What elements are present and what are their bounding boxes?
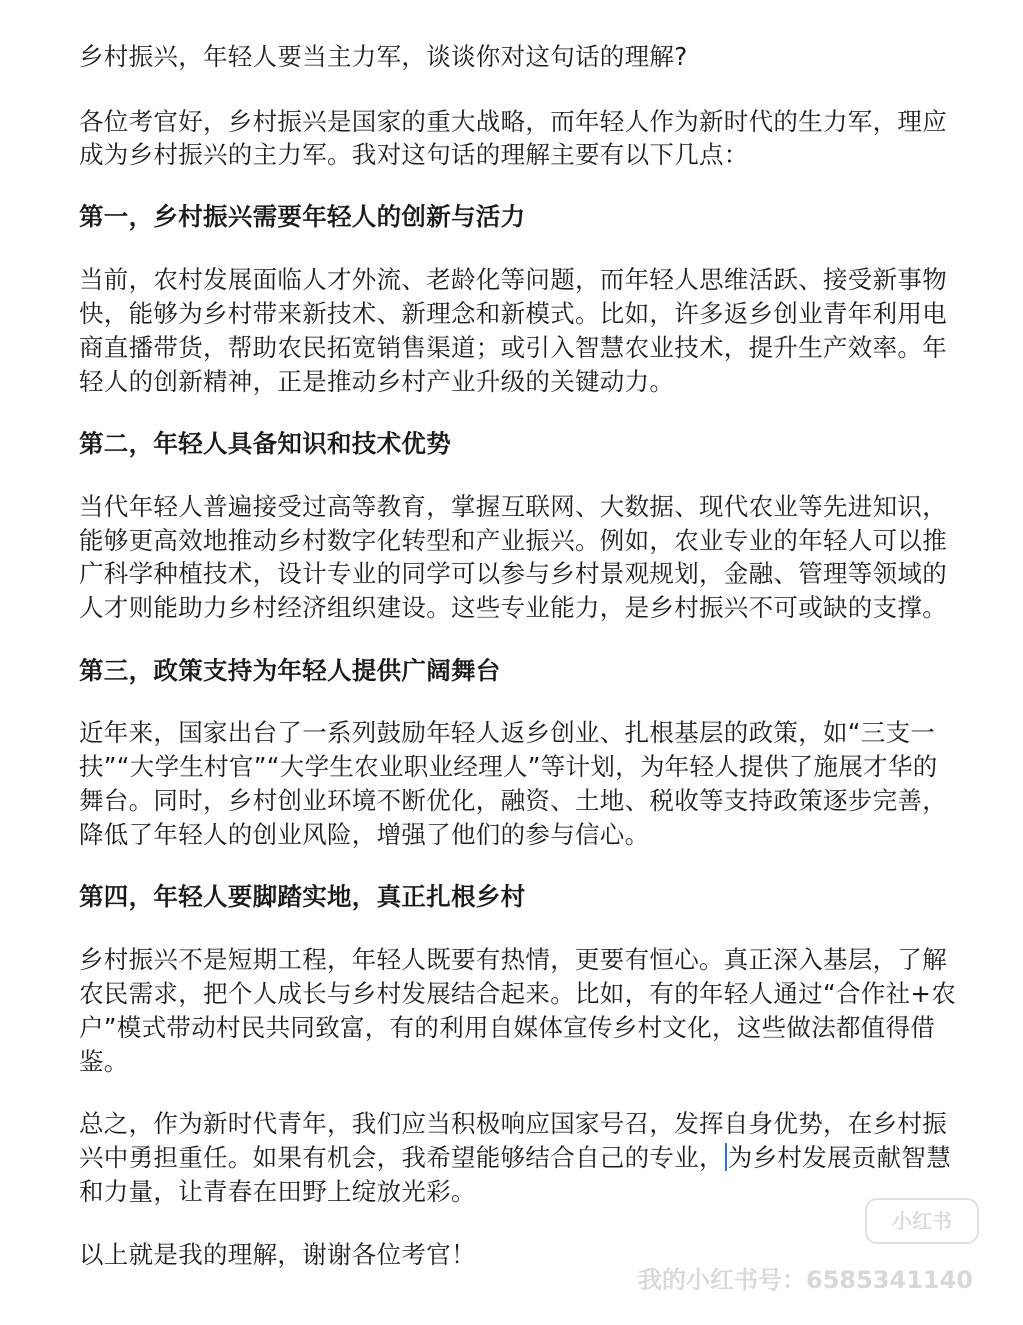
section-1-line: 快，能够为乡村带来新技术、新理念和新模式。比如，许多返乡创业青年利用电 (79, 299, 947, 328)
section-heading-3: 第三，政策支持为年轻人提供广阔舞台 (79, 656, 501, 685)
conclusion-text-after-cursor: 为乡村发展贡献智慧 (727, 1143, 951, 1172)
section-2-line: 广科学种植技术，设计专业的同学可以参与乡村景观规划，金融、管理等领域的 (79, 559, 947, 588)
section-3-line: 近年来，国家出台了一系列鼓励年轻人返乡创业、扎根基层的政策，如“三支一 (79, 718, 936, 747)
section-4-line: 乡村振兴不是短期工程，年轻人既要有热情，更要有恒心。真正深入基层，了解 (79, 945, 947, 974)
section-4-line: 户”模式带动村民共同致富，有的利用自媒体宣传乡村文化，这些做法都值得借 (79, 1013, 936, 1042)
question-title: 乡村振兴，年轻人要当主力军，谈谈你对这句话的理解? (79, 42, 688, 71)
section-4-line: 鉴。 (79, 1047, 129, 1076)
intro-line: 成为乡村振兴的主力军。我对这句话的理解主要有以下几点： (79, 140, 749, 169)
conclusion-line: 和力量，让青春在田野上绽放光彩。 (79, 1177, 476, 1206)
section-2-line: 当代年轻人普遍接受过高等教育，掌握互联网、大数据、现代农业等先进知识， (79, 492, 947, 521)
section-1-line: 当前，农村发展面临人才外流、老龄化等问题，而年轻人思维活跃、接受新事物 (79, 265, 947, 294)
conclusion-text-before-cursor: 兴中勇担重任。如果有机会，我希望能够结合自己的专业， (79, 1143, 724, 1172)
text-cursor (725, 1143, 727, 1171)
section-2-line: 能够更高效地推动乡村数字化转型和产业振兴。例如，农业专业的年轻人可以推 (79, 526, 947, 555)
section-heading-4: 第四，年轻人要脚踏实地，真正扎根乡村 (79, 882, 526, 911)
section-heading-1: 第一，乡村振兴需要年轻人的创新与活力 (79, 202, 526, 231)
section-3-line: 扶”“大学生村官”“大学生农业职业经理人”等计划，为年轻人提供了施展才华的 (79, 752, 938, 781)
section-3-line: 降低了年轻人的创业风险，增强了他们的参与信心。 (79, 820, 650, 849)
conclusion-line-with-cursor[interactable] (79, 1141, 951, 1175)
section-2-line: 人才则能助力乡村经济组织建设。这些专业能力，是乡村振兴不可或缺的支撑。 (79, 593, 947, 622)
section-heading-2: 第二，年轻人具备知识和技术优势 (79, 429, 451, 458)
section-3-line: 舞台。同时，乡村创业环境不断优化，融资、土地、税收等支持政策逐步完善， (79, 786, 947, 815)
section-4-line: 农民需求，把个人成长与乡村发展结合起来。比如，有的年轻人通过“合作社+农 (79, 979, 957, 1008)
conclusion-line: 总之，作为新时代青年，我们应当积极响应国家号召，发挥自身优势，在乡村振 (79, 1109, 947, 1138)
section-1-line: 轻人的创新精神，正是推动乡村产业升级的关键动力。 (79, 367, 675, 396)
intro-line: 各位考官好，乡村振兴是国家的重大战略，而年轻人作为新时代的生力军，理应 (79, 107, 947, 136)
watermark-logo: 小红书 (865, 1198, 979, 1244)
watermark-id: 我的小红书号：6585341140 (638, 1266, 973, 1294)
closing-line: 以上就是我的理解，谢谢各位考官！ (79, 1240, 476, 1269)
section-1-line: 商直播带货，帮助农民拓宽销售渠道；或引入智慧农业技术，提升生产效率。年 (79, 333, 947, 362)
